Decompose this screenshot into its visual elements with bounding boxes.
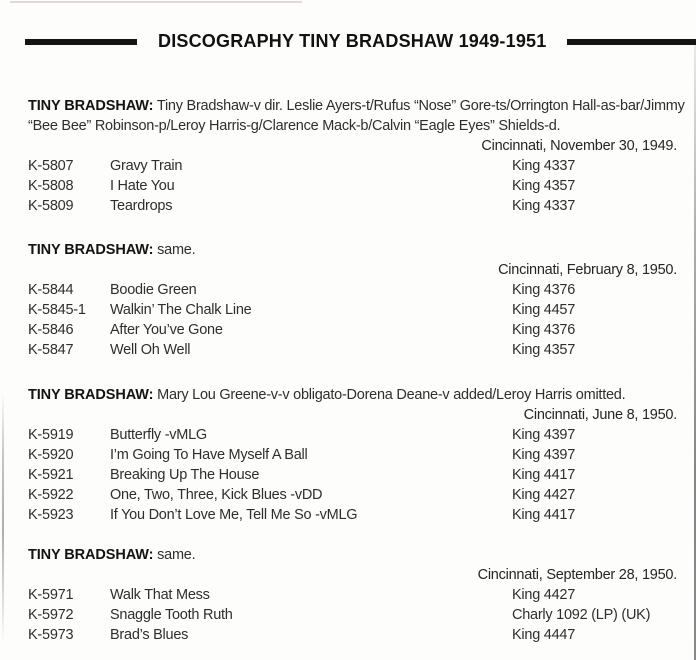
track-list xyxy=(0,156,696,216)
release-label: Charly 1092 (LP) (UK) xyxy=(512,607,651,623)
release-label: King 4417 xyxy=(512,507,576,523)
scan-artifact-top-line xyxy=(10,1,302,3)
session-header xyxy=(0,96,696,136)
session-header xyxy=(0,545,696,565)
release-label: King 4397 xyxy=(512,427,576,443)
release-label: King 4337 xyxy=(512,198,576,214)
session-block xyxy=(0,385,696,525)
artist-label: TINY BRADSHAW: xyxy=(28,547,154,563)
track-title: Well Oh Well xyxy=(110,342,191,358)
track-title: Walkin’ The Chalk Line xyxy=(110,302,252,318)
session-date: Cincinnati, September 28, 1950. xyxy=(477,567,677,583)
title-rule-left xyxy=(25,39,137,45)
session-date: Cincinnati, February 8, 1950. xyxy=(498,262,677,278)
matrix-number: K-5807 xyxy=(28,158,74,174)
matrix-number: K-5972 xyxy=(28,607,74,623)
artist-label: TINY BRADSHAW: xyxy=(28,387,154,403)
session-date: Cincinnati, November 30, 1949. xyxy=(481,138,677,154)
personnel-text: Tiny Bradshaw-v dir. Leslie Ayers-t/Rufus “Nose” Gore-ts/Orrington Hall-as-bar/Jimmy “Bee Bee” Robinson-p/Leroy Harris-g/Clarence Mack-b/Calvin “Eagle Eyes” Shields-d. xyxy=(28,98,685,134)
masthead xyxy=(0,31,696,52)
session-block xyxy=(0,240,696,360)
release-label: King 4427 xyxy=(512,587,576,603)
release-label: King 4397 xyxy=(512,447,576,463)
matrix-number: K-5971 xyxy=(28,587,74,603)
session-header xyxy=(0,385,696,405)
release-label: King 4357 xyxy=(512,342,576,358)
release-label: King 4427 xyxy=(512,487,576,503)
track-title: Boodie Green xyxy=(110,282,197,298)
track-title: After You’ve Gone xyxy=(110,322,223,338)
track-title: Brad’s Blues xyxy=(110,627,189,643)
matrix-number: K-5844 xyxy=(28,282,74,298)
track-row xyxy=(0,505,696,525)
track-title: Butterfly -vMLG xyxy=(110,427,207,443)
track-row xyxy=(0,605,696,625)
matrix-number: K-5846 xyxy=(28,322,74,338)
personnel-text: same. xyxy=(157,547,196,563)
matrix-number: K-5845-1 xyxy=(28,302,86,318)
session-date: Cincinnati, June 8, 1950. xyxy=(523,407,677,423)
track-title: Gravy Train xyxy=(110,158,183,174)
track-row xyxy=(0,485,696,505)
release-label: King 4337 xyxy=(512,158,576,174)
page-title: DISCOGRAPHY TINY BRADSHAW 1949-1951 xyxy=(158,31,547,51)
track-row xyxy=(0,176,696,196)
title-rule-right xyxy=(567,39,696,45)
artist-label: TINY BRADSHAW: xyxy=(28,242,154,258)
artist-label: TINY BRADSHAW: xyxy=(28,98,154,114)
track-list xyxy=(0,280,696,360)
matrix-number: K-5922 xyxy=(28,487,74,503)
track-title: If You Don’t Love Me, Tell Me So -vMLG xyxy=(110,507,358,523)
matrix-number: K-5923 xyxy=(28,507,74,523)
release-label: King 4447 xyxy=(512,627,576,643)
release-label: King 4357 xyxy=(512,178,576,194)
track-row xyxy=(0,625,696,645)
personnel-text: same. xyxy=(157,242,196,258)
track-row xyxy=(0,585,696,605)
release-label: King 4376 xyxy=(512,322,576,338)
personnel-text: Mary Lou Greene-v-v obligato-Dorena Deane-v added/Leroy Harris omitted. xyxy=(157,387,626,403)
track-row xyxy=(0,340,696,360)
track-title: Walk That Mess xyxy=(110,587,210,603)
track-title: Snaggle Tooth Ruth xyxy=(110,607,233,623)
release-label: King 4457 xyxy=(512,302,576,318)
matrix-number: K-5847 xyxy=(28,342,74,358)
release-label: King 4376 xyxy=(512,282,576,298)
matrix-number: K-5920 xyxy=(28,447,74,463)
track-title: One, Two, Three, Kick Blues -vDD xyxy=(110,487,323,503)
matrix-number: K-5919 xyxy=(28,427,74,443)
track-row xyxy=(0,465,696,485)
track-list xyxy=(0,425,696,525)
track-title: Breaking Up The House xyxy=(110,467,260,483)
session-block xyxy=(0,96,696,216)
matrix-number: K-5973 xyxy=(28,627,74,643)
track-row xyxy=(0,425,696,445)
track-title: I Hate You xyxy=(110,178,175,194)
matrix-number: K-5808 xyxy=(28,178,74,194)
track-row xyxy=(0,280,696,300)
track-title: Teardrops xyxy=(110,198,173,214)
session-header xyxy=(0,240,696,260)
track-row xyxy=(0,300,696,320)
track-row xyxy=(0,320,696,340)
matrix-number: K-5921 xyxy=(28,467,74,483)
session-block xyxy=(0,545,696,645)
track-title: I’m Going To Have Myself A Ball xyxy=(110,447,308,463)
track-list xyxy=(0,585,696,645)
matrix-number: K-5809 xyxy=(28,198,74,214)
track-row xyxy=(0,196,696,216)
release-label: King 4417 xyxy=(512,467,576,483)
track-row xyxy=(0,445,696,465)
track-row xyxy=(0,156,696,176)
